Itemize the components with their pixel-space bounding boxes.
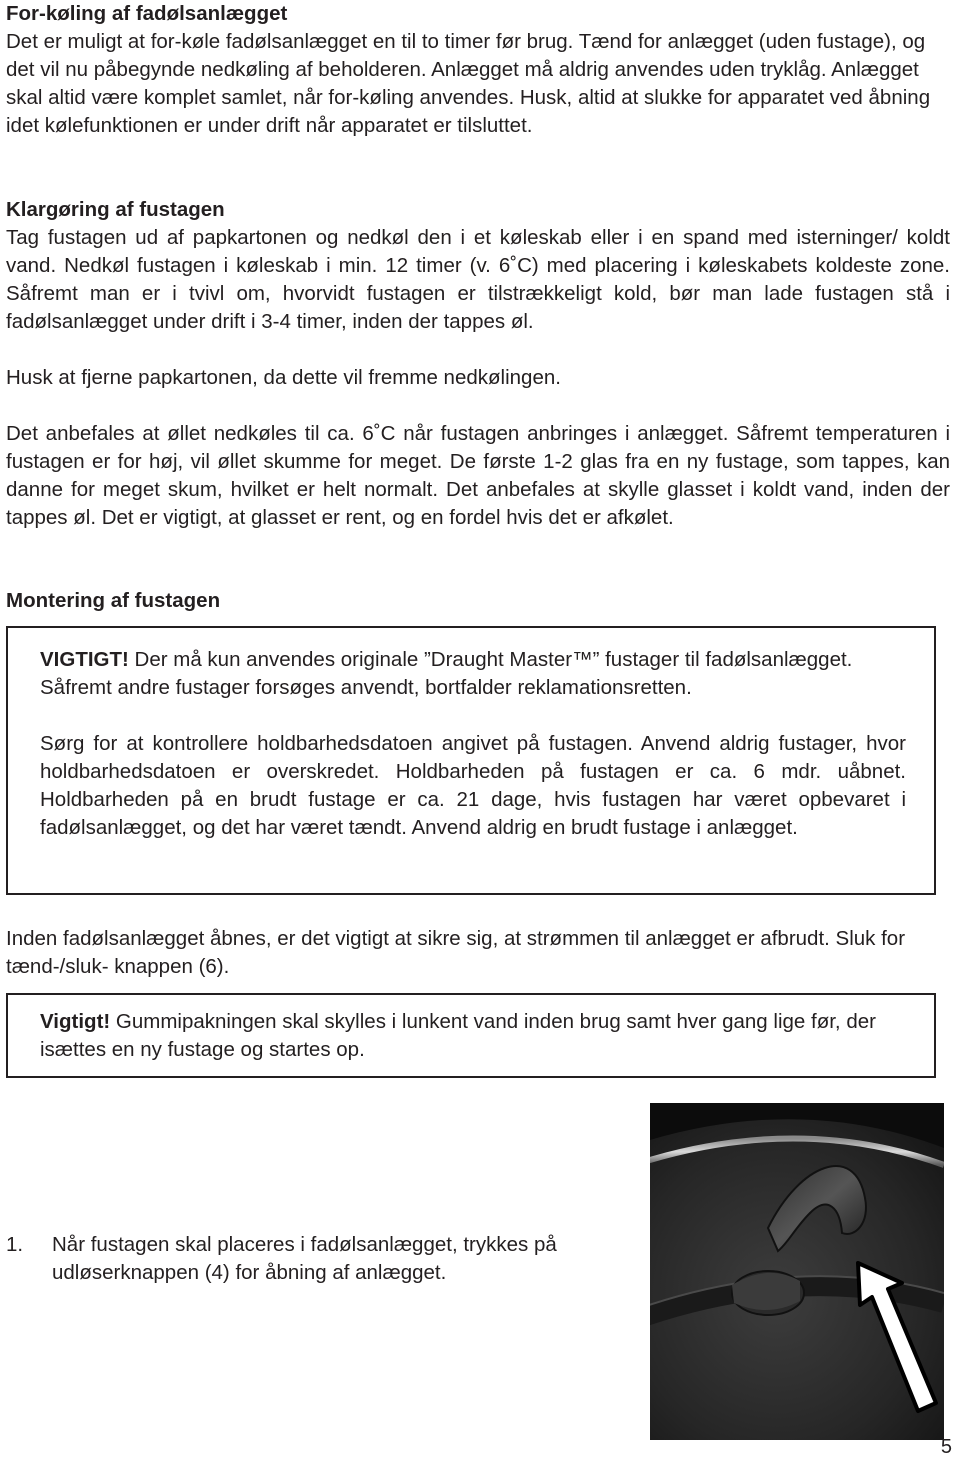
text-cooling-recommendation: Det anbefales at øllet nedkøles til ca. 6˚C når fustagen anbringes i anlægget. Såfremt temperaturen i fustagen er for høj, vil øllet skumme for meget. De første 1-2 glas fra en ny fustage, som tappes, kan danne for meget skum, hvilket er helt normalt. Det anbefales at skylle glasset i koldt vand, inden der tappes øl. Det er vigtigt, at glasset er rent, og en fordel hvis det er afkølet. bbox=[6, 422, 950, 529]
text-precooling: Det er muligt at for-køle fadølsanlægget en til to timer før brug. Tænd for anlægget (uden fustage), og det vil nu påbegynde nedkøling af beholderen. Anlægget må aldrig anvendes uden tryklåg. Anlægget skal altid være komplet samlet, når for-køling anvendes. Husk, altid at slukke for apparatet ved åbning idet kølefunktionen er under drift når apparatet er tilsluttet. bbox=[6, 30, 931, 137]
para-remove-carton bbox=[6, 364, 950, 392]
shelf-life-text: Sørg for at kontrollere holdbarhedsdatoen angivet på fustagen. Anvend aldrig fustager, hvor holdbarhedsdatoen er overskredet. Holdbarheden på fustagen er ca. 6 mdr. uåbnet. Holdbarheden på en brudt fustage er ca. 21 dage, hvis fustagen har været opbevaret i fadølsanlægget, og det har været tændt. Anvend aldrig en brudt fustage i anlægget. bbox=[40, 732, 906, 839]
important-notice-text: Der må kun anvendes originale ”Draught Master™” fustager til fadølsanlægget. Såfremt andre fustager forsøges anvendt, bortfalder reklamationsretten. bbox=[40, 648, 853, 699]
important-notice-para1 bbox=[40, 646, 906, 702]
release-button-illustration bbox=[650, 1103, 944, 1440]
text-keg-preparation: Tag fustagen ud af papkartonen og nedkøl den i et køleskab eller i en spand med isterninger/ koldt vand. Nedkøl fustagen i køleskab i min. 12 timer (v. 6˚C) med placering i køleskabets koldeste zone. Såfremt man er i tvivl om, hvorvidt fustagen er tilstrækkeligt kold, bør man lade fustagen stå i fadølsanlægget under drift i 3-4 timer, inden der tappes øl. bbox=[6, 226, 950, 333]
para-power-off bbox=[6, 925, 950, 981]
section-keg-mounting bbox=[6, 587, 950, 615]
para-cooling-recommendation bbox=[6, 420, 950, 532]
important-notice-content bbox=[40, 646, 906, 842]
important-label: VIGTIGT! bbox=[40, 648, 129, 671]
section-precooling bbox=[6, 0, 950, 140]
gasket-notice-content bbox=[40, 1008, 906, 1064]
release-button-photo bbox=[650, 1103, 944, 1440]
heading-keg-mounting: Montering af fustagen bbox=[6, 589, 221, 612]
text-remove-carton: Husk at fjerne papkartonen, da dette vil fremme nedkølingen. bbox=[6, 366, 561, 389]
gasket-notice-text: Gummipakningen skal skylles i lunkent vand inden brug samt hver gang lige før, der isættes en ny fustage og startes op. bbox=[40, 1010, 876, 1061]
step-1-number: 1. bbox=[6, 1233, 24, 1256]
page-number: 5 bbox=[940, 1436, 952, 1458]
text-power-off: Inden fadølsanlægget åbnes, er det vigtigt at sikre sig, at strømmen til anlægget er afbrudt. Sluk for tænd-/sluk- knappen (6). bbox=[6, 927, 906, 978]
important-notice-box bbox=[6, 626, 936, 895]
gasket-label: Vigtigt! bbox=[40, 1010, 111, 1033]
gasket-notice-box bbox=[6, 993, 936, 1078]
gasket-notice-para bbox=[40, 1008, 906, 1064]
heading-keg-preparation: Klargøring af fustagen bbox=[6, 198, 225, 221]
step-1-text: Når fustagen skal placeres i fadølsanlægget, trykkes på udløserknappen (4) for åbning af anlægget. bbox=[52, 1233, 557, 1284]
section-keg-preparation bbox=[6, 196, 950, 336]
heading-precooling: For-køling af fadølsanlægget bbox=[6, 2, 288, 25]
